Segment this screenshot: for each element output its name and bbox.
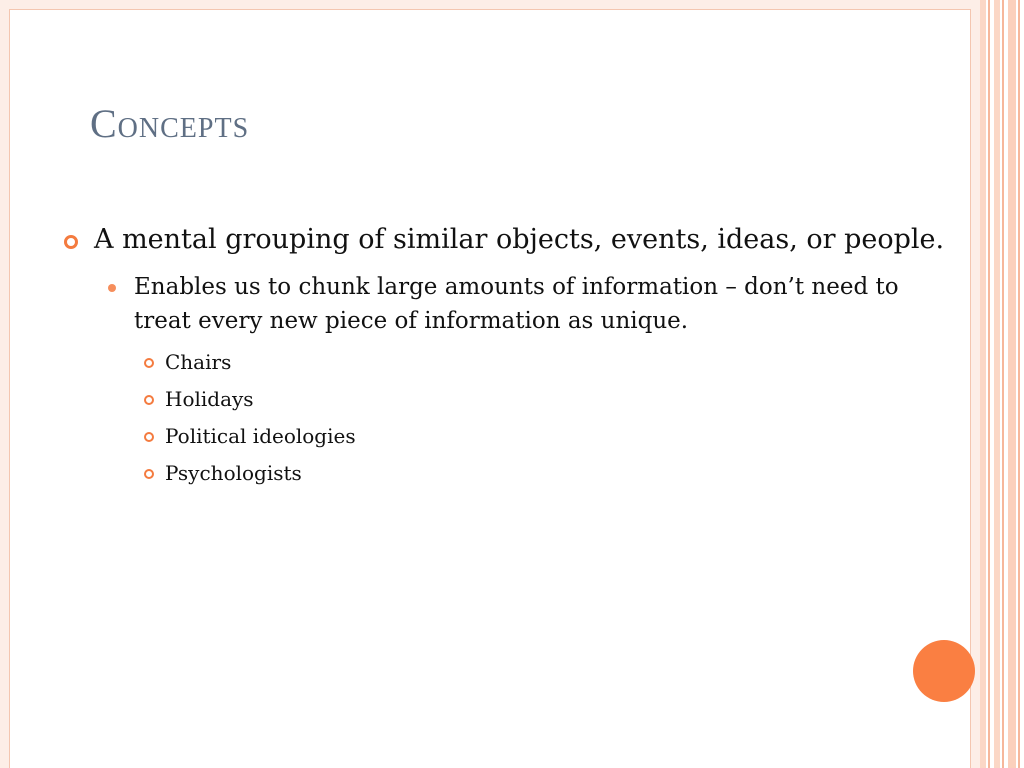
bullet-level-3-list [144, 344, 954, 492]
orange-circle-icon [913, 640, 975, 702]
list-item-text: Chairs [165, 350, 232, 374]
stripe [988, 0, 990, 768]
slide-title: Concepts [90, 101, 250, 146]
slide-content [64, 220, 954, 492]
list-item [144, 418, 954, 455]
list-item-text: Holidays [165, 387, 254, 411]
list-item [144, 344, 954, 381]
stripe [1018, 0, 1020, 768]
list-item [144, 455, 954, 492]
small-ring-bullet-icon [144, 358, 154, 368]
small-ring-bullet-icon [144, 469, 154, 479]
small-ring-bullet-icon [144, 395, 154, 405]
dot-bullet-icon [108, 284, 116, 292]
stripe [994, 0, 1000, 768]
stripe [1008, 0, 1016, 768]
list-item-text: Psychologists [165, 461, 302, 485]
stripe [1002, 0, 1004, 768]
bullet-level-1 [64, 220, 954, 260]
list-item-text: Political ideologies [165, 424, 356, 448]
bullet-text: A mental grouping of similar objects, events, ideas, or people. [94, 224, 945, 255]
stripe [980, 0, 986, 768]
list-item [144, 381, 954, 418]
bullet-level-2 [104, 270, 954, 338]
sub-bullet-text: Enables us to chunk large amounts of information – don’t need to treat every new piece of information as unique. [134, 274, 899, 334]
small-ring-bullet-icon [144, 432, 154, 442]
ring-bullet-icon [64, 235, 78, 249]
decorative-stripes [980, 0, 1024, 768]
